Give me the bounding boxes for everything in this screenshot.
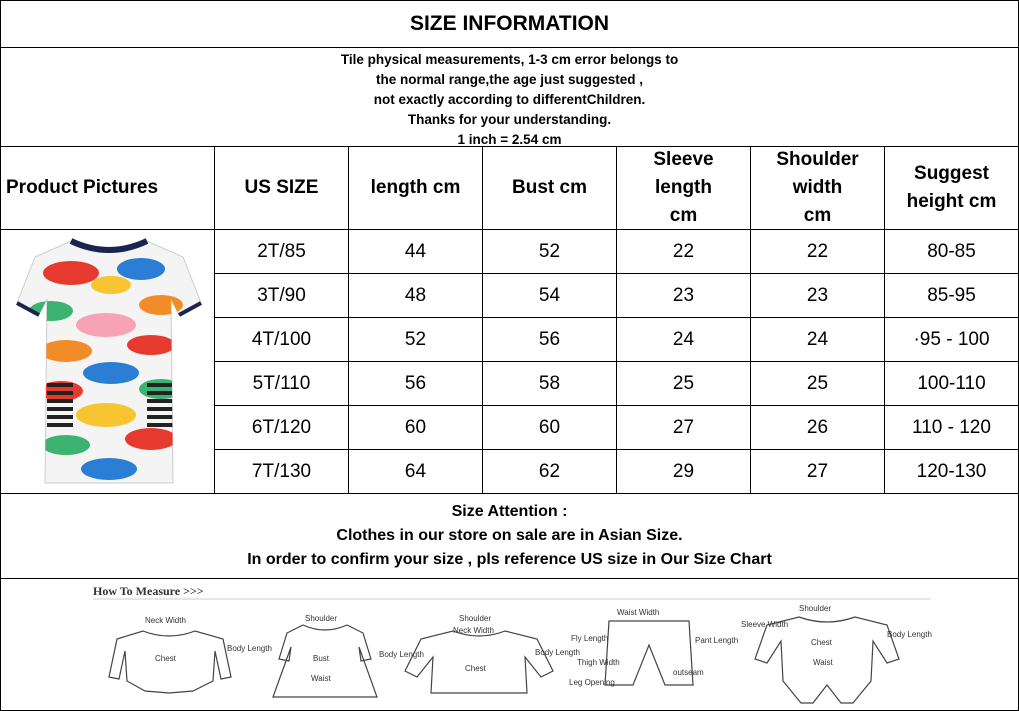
- header-suggest-height: [885, 147, 1018, 229]
- header-product-pictures: Product Pictures: [6, 177, 159, 198]
- cell-shoulder-width: 23: [806, 284, 829, 306]
- cell-suggest-height: 85-95: [927, 284, 976, 306]
- svg-text:outseam: outseam: [673, 668, 704, 677]
- header-line: Suggest: [914, 163, 989, 184]
- cell-length: 56: [404, 372, 427, 394]
- header-line: Shoulder: [776, 149, 859, 170]
- cell-length: 60: [404, 416, 427, 438]
- note-line: Tile physical measurements, 1-3 cm error belongs to: [340, 52, 679, 67]
- size-attention: [1, 494, 1018, 579]
- cell-bust: 56: [538, 328, 561, 350]
- header-length: length cm: [370, 177, 461, 198]
- header-shoulder-width: [751, 147, 884, 229]
- note-line: the normal range,the age just suggested ,: [375, 72, 644, 87]
- cell-us-size: 4T/100: [251, 328, 312, 350]
- cell-us-size: 7T/130: [251, 460, 312, 482]
- note-line: not exactly according to differentChildren.: [373, 92, 646, 107]
- cell-bust: 62: [538, 460, 561, 482]
- header-line: length: [655, 177, 712, 198]
- svg-text:Waist: Waist: [813, 658, 833, 667]
- cell-sleeve-length: 27: [672, 416, 695, 438]
- cell-shoulder-width: 25: [806, 372, 829, 394]
- svg-text:Fly Length: Fly Length: [571, 634, 609, 643]
- cell-length: 48: [404, 284, 427, 306]
- svg-text:Waist Width: Waist Width: [617, 608, 660, 617]
- cell-bust: 54: [538, 284, 561, 306]
- svg-text:Body Length: Body Length: [227, 644, 272, 653]
- svg-text:Neck Width: Neck Width: [145, 616, 186, 625]
- cell-length: 52: [404, 328, 427, 350]
- header-bust: Bust cm: [512, 177, 587, 198]
- svg-text:Neck Width: Neck Width: [453, 626, 494, 635]
- cell-sleeve-length: 29: [672, 460, 695, 482]
- cell-shoulder-width: 27: [806, 460, 829, 482]
- svg-text:Sleeve Width: Sleeve Width: [741, 620, 789, 629]
- cell-sleeve-length: 24: [672, 328, 695, 350]
- cell-length: 44: [404, 240, 427, 262]
- how-to-measure-heading: How To Measure >>>: [93, 584, 204, 598]
- svg-text:Leg Opening: Leg Opening: [569, 678, 615, 687]
- svg-text:Shoulder: Shoulder: [459, 614, 492, 623]
- cell-shoulder-width: 24: [806, 328, 829, 350]
- cell-sleeve-length: 22: [672, 240, 695, 262]
- note-line: Thanks for your understanding.: [407, 112, 612, 127]
- cell-sleeve-length: 23: [672, 284, 695, 306]
- size-notes: [1, 48, 1018, 147]
- svg-text:Chest: Chest: [155, 654, 176, 663]
- cell-bust: 52: [538, 240, 561, 262]
- svg-text:Chest: Chest: [811, 638, 832, 647]
- svg-text:Shoulder: Shoulder: [305, 614, 338, 623]
- attention-line: Clothes in our store on sale are in Asian Size.: [336, 527, 683, 544]
- svg-text:Body Length: Body Length: [887, 630, 932, 639]
- header-sleeve-length: [617, 147, 750, 229]
- cell-bust: 60: [538, 416, 561, 438]
- header-line: cm: [803, 205, 832, 226]
- product-dress-image: [11, 233, 207, 491]
- cell-us-size: 3T/90: [257, 284, 306, 306]
- svg-text:Thigh Width: Thigh Width: [577, 658, 620, 667]
- cell-length: 64: [404, 460, 427, 482]
- svg-text:Body Length: Body Length: [535, 648, 580, 657]
- page-title: SIZE INFORMATION: [1, 1, 1018, 48]
- attention-line: In order to confirm your size , pls reference US size in Our Size Chart: [247, 551, 772, 568]
- cell-us-size: 2T/85: [257, 240, 306, 262]
- cell-suggest-height: 100-110: [917, 372, 986, 394]
- header-line: height cm: [906, 191, 997, 212]
- svg-text:Shoulder: Shoulder: [799, 604, 832, 613]
- header-line: cm: [669, 205, 698, 226]
- cell-suggest-height: 80-85: [927, 240, 976, 262]
- svg-text:Body Length: Body Length: [379, 650, 424, 659]
- cell-bust: 58: [538, 372, 561, 394]
- tshirt-diagram: [405, 631, 553, 693]
- header-line: width: [792, 177, 843, 198]
- cell-suggest-height: 110 - 120: [912, 416, 991, 438]
- svg-text:Waist: Waist: [311, 674, 331, 683]
- cell-us-size: 5T/110: [252, 372, 311, 394]
- cell-us-size: 6T/120: [251, 416, 312, 438]
- svg-text:Chest: Chest: [465, 664, 486, 673]
- header-us-size: US SIZE: [244, 177, 319, 198]
- cell-suggest-height: 120-130: [916, 460, 987, 482]
- cell-shoulder-width: 26: [806, 416, 829, 438]
- cell-suggest-height: ·95 - 100: [913, 328, 990, 350]
- attention-line: Size Attention :: [451, 503, 568, 520]
- cell-sleeve-length: 25: [672, 372, 695, 394]
- header-line: Sleeve: [653, 149, 714, 170]
- cell-shoulder-width: 22: [806, 240, 829, 262]
- note-line: 1 inch = 2.54 cm: [457, 132, 562, 147]
- how-to-measure-diagram: [81, 581, 941, 710]
- svg-text:Bust: Bust: [313, 654, 330, 663]
- svg-text:Pant Length: Pant Length: [695, 636, 739, 645]
